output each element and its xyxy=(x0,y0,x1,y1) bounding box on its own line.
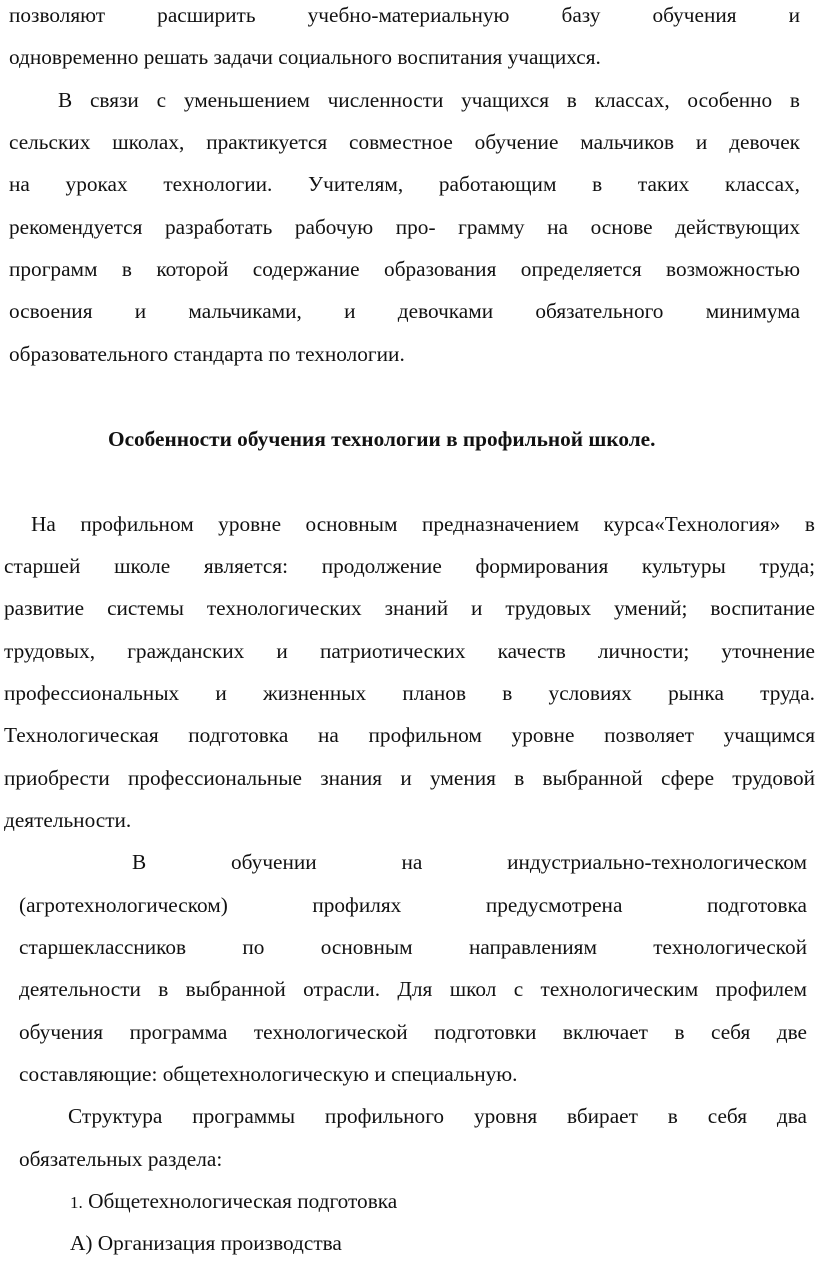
text-line: трудовых, гражданских и патриотических качеств личности; уточнение xyxy=(4,639,815,663)
text-line: (агротехнологическом) профилях предусмотрена подготовка xyxy=(19,893,807,917)
text-line: на уроках технологии. Учителям, работающим в таких классах, xyxy=(9,172,800,196)
text-line: старшей школе является: продолжение формирования культуры труда; xyxy=(4,554,815,578)
text-line: На профильном уровне основным предназначением курса«Технология» в xyxy=(31,512,815,536)
list-number: 1. xyxy=(70,1193,83,1212)
text-line: В связи с уменьшением численности учащихся в классах, особенно в xyxy=(58,88,800,112)
text-line: А) Организация производства xyxy=(70,1231,342,1255)
list-item xyxy=(70,1191,397,1212)
text-line: образовательного стандарта по технологии. xyxy=(9,342,405,366)
text-line: старшеклассников по основным направлениям технологической xyxy=(19,935,807,959)
text-line: одновременно решать задачи социального воспитания учащихся. xyxy=(9,45,601,69)
text-line: Технологическая подготовка на профильном уровне позволяет учащимся xyxy=(4,723,815,747)
text-line: рекомендуется разработать рабочую про- грамму на основе действующих xyxy=(9,215,800,239)
text-line: развитие системы технологических знаний и трудовых умений; воспитание xyxy=(4,596,815,620)
text-line: позволяют расширить учебно-материальную базу обучения и xyxy=(9,3,800,27)
text-line: В обучении на индустриально-технологическом xyxy=(132,850,807,874)
text-line: программ в которой содержание образования определяется возможностью xyxy=(9,257,800,281)
text-line: обязательных раздела: xyxy=(19,1147,223,1171)
section-heading: Особенности обучения технологии в профильной школе. xyxy=(108,427,656,451)
text-line: деятельности в выбранной отрасли. Для школ с технологическим профилем xyxy=(19,977,807,1001)
text-line: освоения и мальчиками, и девочками обязательного минимума xyxy=(9,299,800,323)
text-line: приобрести профессиональные знания и умения в выбранной сфере трудовой xyxy=(4,766,815,790)
text-line: деятельности. xyxy=(4,808,132,832)
text-line: составляющие: общетехнологическую и специальную. xyxy=(19,1062,518,1086)
text-line: сельских школах, практикуется совместное обучение мальчиков и девочек xyxy=(9,130,800,154)
list-item-text: Общетехнологическая подготовка xyxy=(88,1189,398,1213)
text-line: Структура программы профильного уровня вбирает в себя два xyxy=(68,1104,807,1128)
text-line: профессиональных и жизненных планов в условиях рынка труда. xyxy=(4,681,815,705)
text-line: обучения программа технологической подготовки включает в себя две xyxy=(19,1020,807,1044)
